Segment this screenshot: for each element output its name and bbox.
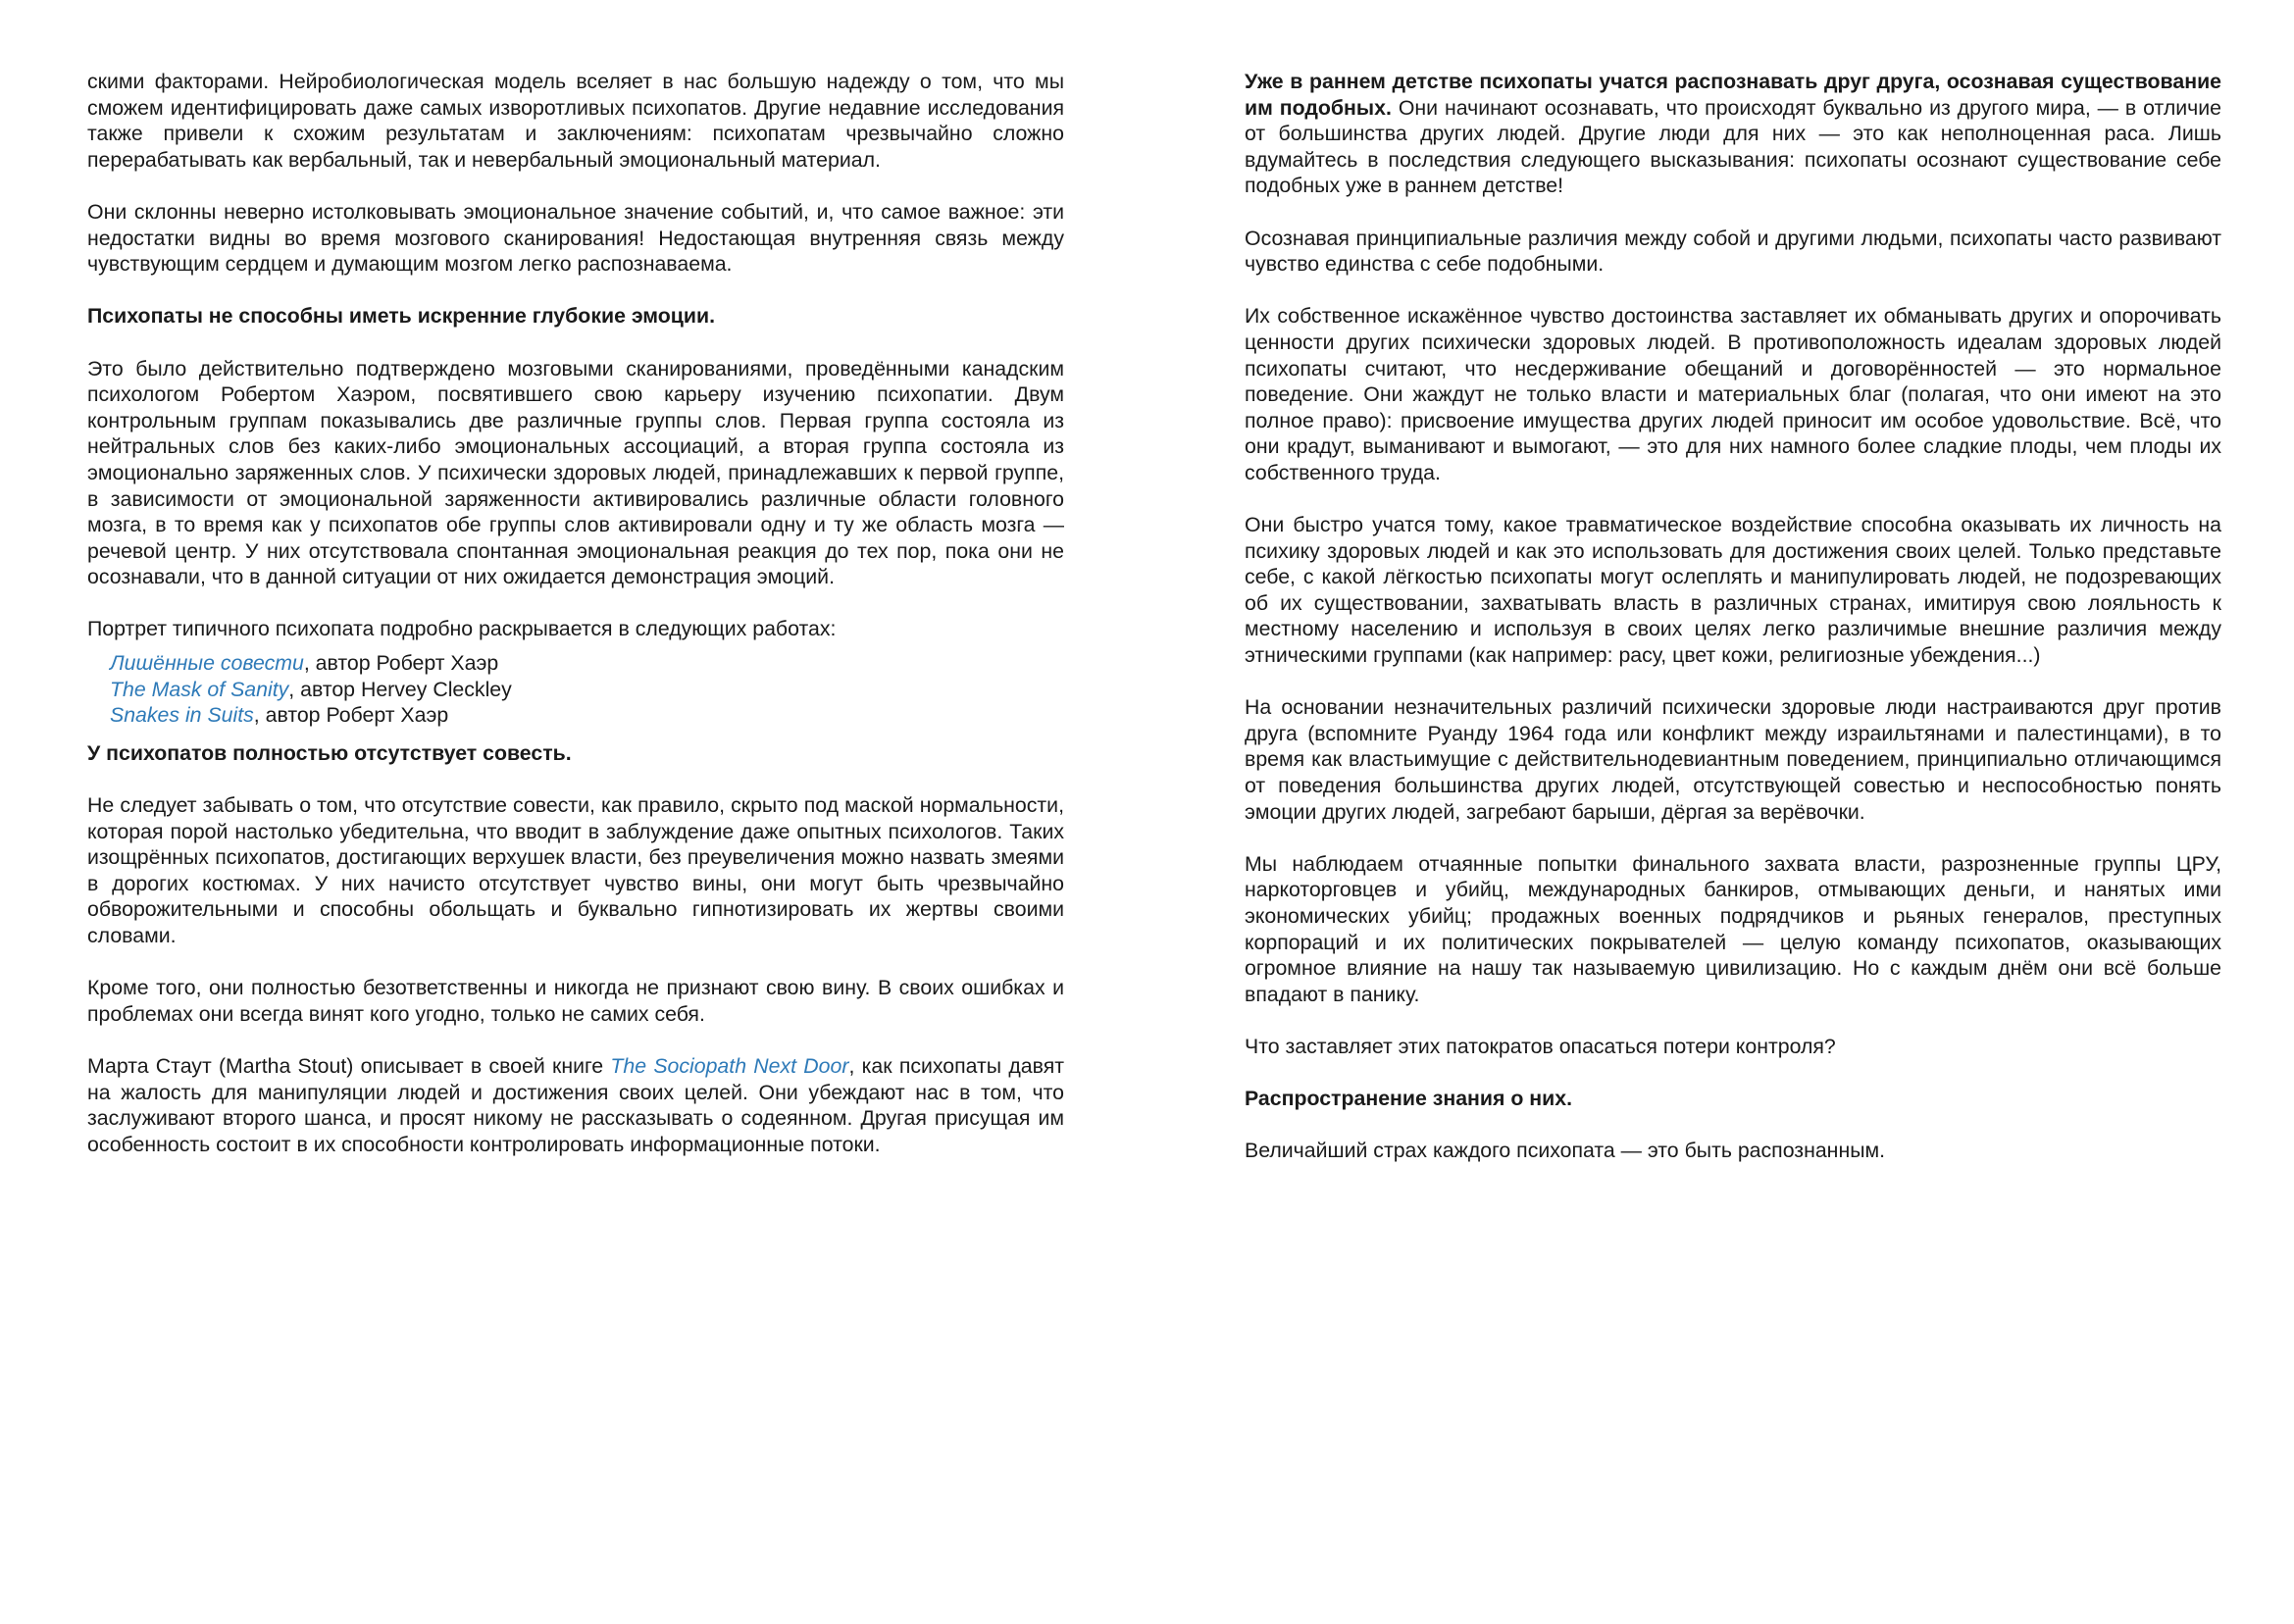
- paragraph: [87, 1053, 1064, 1157]
- paragraph-text: Марта Стаут (Martha Stout) описывает в своей книге: [87, 1053, 611, 1078]
- paragraph: Мы наблюдаем отчаянные попытки финального захвата власти, разрозненные группы ЦРУ, наркоторговцев и убийц, международных банкиров, отмывающих деньги, и нанятых ими экономических убийц; продажных военных подрядчиков и рьяных генералов, преступных корпораций и их политических покрывателей — целую команду психопатов, оказывающих огромное влияние на нашу так называемую цивилизацию. Но с каждым днём они всё больше впадают в панику.: [1245, 851, 2221, 1006]
- reading-list: [110, 650, 1064, 729]
- paragraph: Портрет типичного психопата подробно раскрывается в следующих работах:: [87, 617, 837, 641]
- paragraph-text: , как психопаты давят на жалость для манипуляции людей и достижения своих целей. Они убеждают нас в том, что заслуживают второго шанса, и просят никому не рассказывать о содеянном. Другая присущая им особенность состоит в их способности контролировать информационные потоки.: [87, 1053, 1064, 1156]
- paragraph: Кроме того, они полностью безответственны и никогда не признают свою вину. В своих ошибках и проблемах они всегда винят кого угодно, только не самих себя.: [87, 976, 1064, 1026]
- paragraph: Величайший страх каждого психопата — это быть распознанным.: [1245, 1139, 1886, 1163]
- paragraph: Осознавая принципиальные различия между собой и другими людьми, психопаты часто развивают чувство единства с себе подобными.: [1245, 226, 2221, 277]
- paragraph: Что заставляет этих патократов опасаться потери контроля?: [1245, 1034, 1836, 1058]
- paragraph: скими факторами. Нейробиологическая модель вселяет в нас большую надежду о том, что мы сможем идентифицировать даже самых изворотливых психопатов. Другие недавние исследования также привели к схожим результатам и заключениям: психопатам чрезвычайно сложно перерабатывать как вербальный, так и невербальный эмоциональный материал.: [87, 70, 1064, 172]
- book-link[interactable]: The Mask of Sanity: [110, 677, 289, 701]
- paragraph: Они быстро учатся тому, какое травматическое воздействие способна оказывать их личность на психику здоровых людей и как это использовать для достижения своих целей. Только представьте себе, с какой лёгкостью психопаты могут ослеплять и манипулировать людей, не подозревающих об их существовании, захватывать власть в различных странах, имитируя свою лояльность к местному населению и используя в своих целях легко различимые внешние различия между этническими группами (как например: расу, цвет кожи, религиозные убеждения...): [1245, 513, 2221, 668]
- paragraph: Их собственное искажённое чувство достоинства заставляет их обманывать других и опорочивать ценности других психически здоровых людей. В противоположность идеалам здоровых людей психопаты считают, что несдерживание обещаний и договорённостей — это нормальное поведение. Они жаждут не только власти и материальных благ (полагая, что они имеют на это полное право): присвоение имущества других людей приносит им особое удовольствие. Всё, что они крадут, выманивают и вымогают, — это для них намного более сладкие плоды, чем плоды их собственного труда.: [1245, 304, 2221, 484]
- book-author: , автор Роберт Хаэр: [253, 703, 449, 728]
- section-heading: У психопатов полностью отсутствует совесть.: [87, 740, 572, 765]
- left-page: [87, 69, 1064, 1165]
- list-item: [110, 677, 1064, 703]
- list-item: [110, 650, 1064, 677]
- paragraph: Это было действительно подтверждено мозговыми сканированиями, проведёнными канадским психологом Робертом Хаэром, посвятившего свою карьеру изучению психопатии. Двум контрольным группам показывались две различные группы слов. Первая группа состояла из нейтральных слов без каких-либо эмоциональных ассоциаций, а вторая группа состояла из эмоционально заряженных слов. У психически здоровых людей, принадлежавших к первой группе, в зависимости от эмоциональной заряженности активировались различные области головного мозга, в то время как у психопатов обе группы слов активировали одну и ту же область мозга — речевой центр. У них отсутствовала спонтанная эмоциональная реакция до тех пор, пока они не осознавали, что в данной ситуации от них ожидается демонстрация эмоций.: [87, 356, 1064, 589]
- paragraph: Они склонны неверно истолковывать эмоциональное значение событий, и, что самое важное: эти недостатки видны во время мозгового сканирования! Недостающая внутренняя связь между чувствующим сердцем и думающим мозгом легко распознаваема.: [87, 199, 1064, 277]
- book-author: , автор Hervey Cleckley: [288, 677, 512, 701]
- paragraph: Не следует забывать о том, что отсутствие совести, как правило, скрыто под маской нормальности, которая порой настолько убедительна, что вводит в заблуждение даже опытных психологов. Таких изощрённых психопатов, достигающих верхушек власти, без преувеличения можно назвать змеями в дорогих костюмах. У них начисто отсутствует чувство вины, они могут быть чрезвычайно обворожительными и способны обольщать и буквально гипнотизировать их жертвы своими словами.: [87, 793, 1064, 947]
- section-heading: Психопаты не способны иметь искренние глубокие эмоции.: [87, 304, 715, 329]
- book-link[interactable]: The Sociopath Next Door: [610, 1053, 849, 1078]
- right-page: [1245, 69, 2221, 1165]
- paragraph-text: Они начинают осознавать, что происходят буквально из другого мира, — в отличие от большинства других людей. Другие люди для них — это как неполноценная раса. Лишь вдумайтесь в последствия следующего высказывания: психопаты осознают существование себе подобных уже в раннем детстве!: [1245, 95, 2221, 198]
- list-item: [110, 702, 1064, 729]
- section-heading: Распространение знания о них.: [1245, 1087, 1573, 1111]
- bold-lead: Уже в раннем детстве психопаты учатся распознавать друг друга, осознавая существование им подобных.: [1245, 70, 2221, 120]
- paragraph: [1245, 69, 2221, 199]
- book-author: , автор Роберт Хаэр: [303, 651, 499, 676]
- book-link[interactable]: Лишённые совести: [110, 651, 304, 676]
- paragraph: На основании незначительных различий психически здоровые люди настраиваются друг против друга (вспомните Руанду 1964 года или конфликт между израильтянами и палестинцами), в то время как властьимущие с действительнодевиантным поведением, принципиально отличающимся от поведения большинства других людей, отсутствующей совестью и неспособностью понять эмоции других людей, загребают барыши, дёргая за верёвочки.: [1245, 695, 2221, 824]
- book-link[interactable]: Snakes in Suits: [110, 703, 254, 728]
